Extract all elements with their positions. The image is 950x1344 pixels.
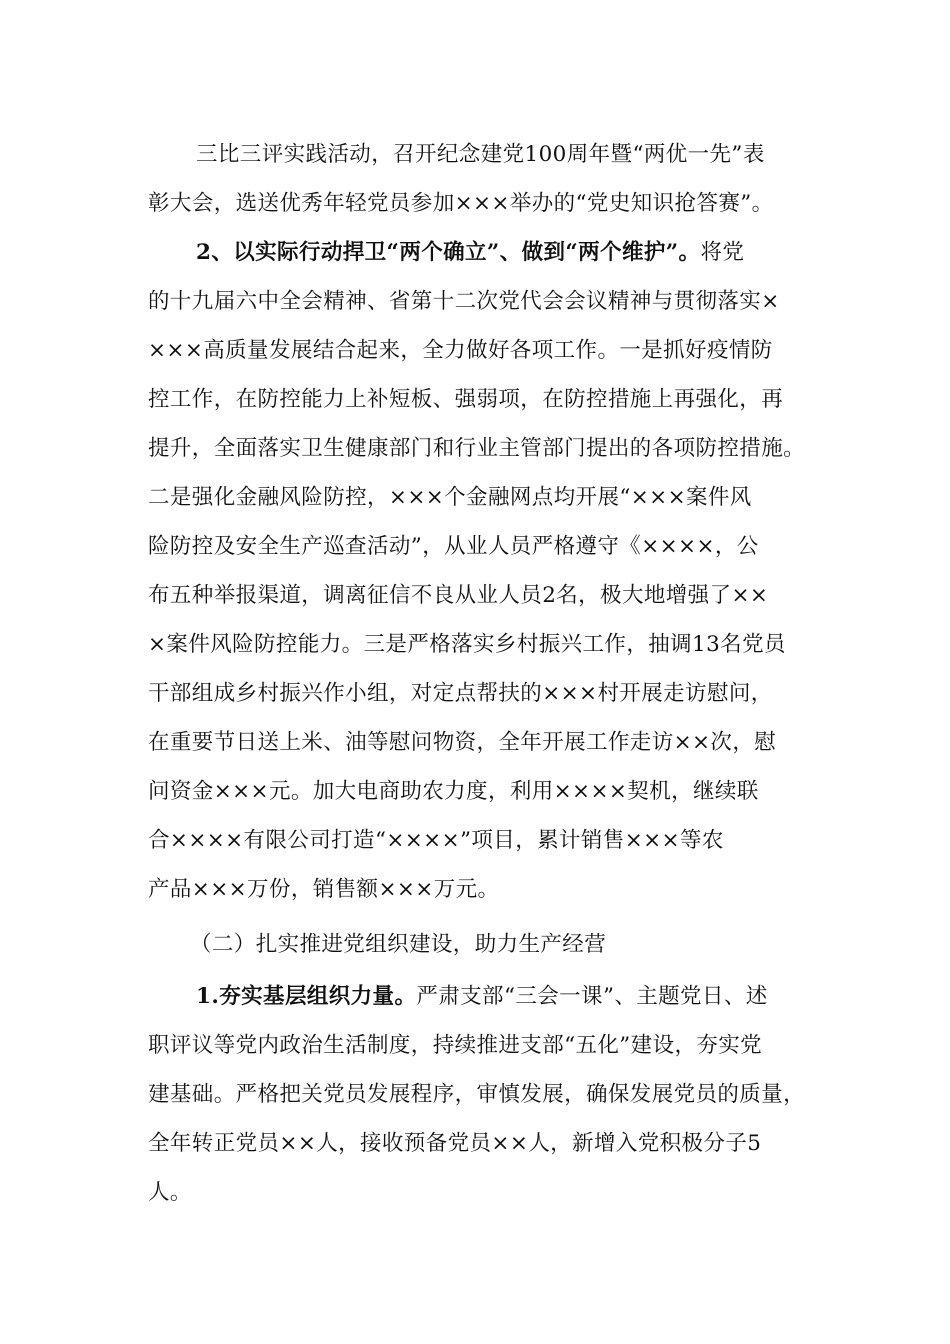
paragraph-3-first-line: [196, 982, 856, 1012]
paragraph-line: 职评议等党内政治生活制度，持续推进支部“五化”建设，夯实党: [148, 1033, 763, 1058]
paragraph-line: 在重要节日送上米、油等慰问物资，全年开展工作走访××次，慰: [148, 730, 777, 755]
paragraph-line: 建基础。严格把关党员发展程序，审慎发展，确保发展党员的质量，: [148, 1082, 806, 1107]
paragraph-3-start: 严肃支部“三会一课”、主题党日、述: [416, 984, 768, 1009]
paragraph-line: 二是强化金融风险防控，×××个金融网点均开展“×××案件风: [148, 485, 752, 510]
paragraph-line: 合××××有限公司打造“××××”项目，累计销售×××等农: [148, 828, 724, 853]
paragraph-line: 险防控及安全生产巡查活动”，从业人员严格遵守《××××，公: [148, 534, 759, 559]
paragraph-line: 人。: [148, 1180, 192, 1205]
paragraph-line: 干部组成乡村振兴作小组，对定点帮扶的×××村开展走访慰问，: [148, 681, 773, 706]
paragraph-line: 产品×××万份，销售额×××万元。: [148, 877, 500, 902]
paragraph-line: 布五种举报渠道，调离征信不良从业人员2名，极大地增强了××: [148, 583, 769, 608]
paragraph-line: 控工作，在防控能力上补短板、强弱项，在防控措施上再强化，再: [148, 387, 784, 412]
paragraph-line: 彰大会，选送优秀年轻党员参加×××举办的“党史知识抢答赛”。: [148, 191, 774, 216]
paragraph-3-heading: 1.夯实基层组织力量。: [196, 984, 417, 1009]
paragraph-line: 问资金×××元。加大电商助农力度，利用××××契机，继续联: [148, 779, 759, 804]
paragraph-line: 的十九届六中全会精神、省第十二次党代会会议精神与贯彻落实×: [148, 289, 780, 314]
paragraph-2-heading: 2、以实际行动捍卫“两个确立”、做到“两个维护”。: [196, 240, 701, 265]
paragraph-line: 提升，全面落实卫生健康部门和行业主管部门提出的各项防控措施。: [148, 436, 806, 461]
paragraph-line: ×××高质量发展结合起来，全力做好各项工作。一是抓好疫情防: [148, 338, 773, 363]
paragraph-2-start: 将党: [700, 240, 745, 265]
section-heading: （二）扎实推进党组织建设，助力生产经营: [190, 932, 607, 957]
paragraph-line: 三比三评实践活动，召开纪念建党100周年暨“两优一先”表: [196, 142, 765, 167]
paragraph-line: 全年转正党员××人，接收预备党员××人，新增入党积极分子5: [148, 1131, 762, 1156]
paragraph-2-first-line: [196, 238, 856, 268]
paragraph-line: ×案件风险防控能力。三是严格落实乡村振兴工作，抽调13名党员: [148, 632, 786, 657]
